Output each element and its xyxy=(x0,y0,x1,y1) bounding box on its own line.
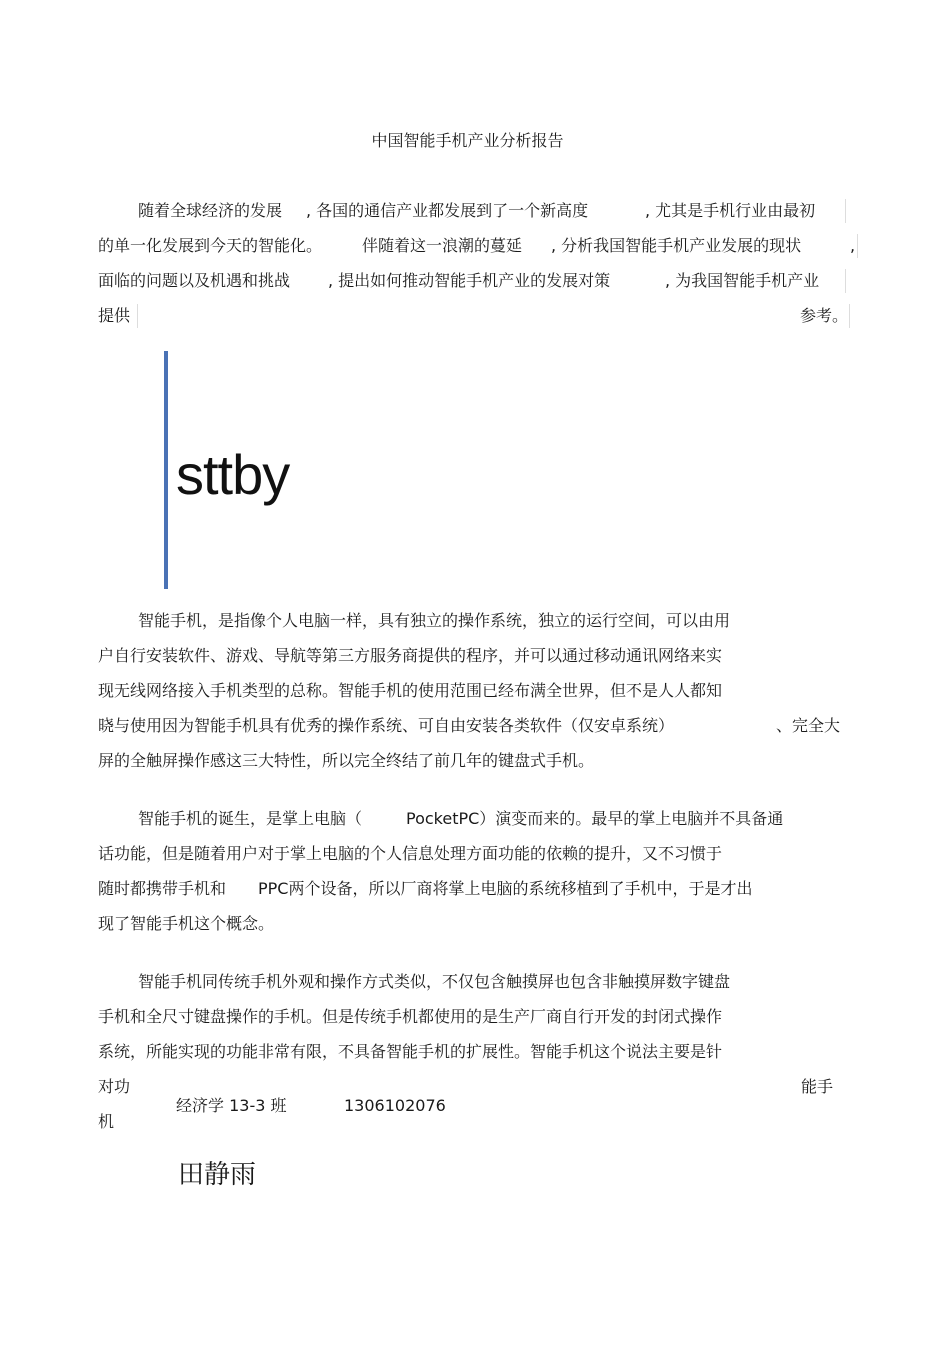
para2-line3-part1: 随时都携带手机和 xyxy=(98,879,227,898)
para1-line4-part1: 晓与使用因为智能手机具有优秀的操作系统、可自由安装各类软件（仅安卓系统） xyxy=(98,716,675,735)
intro-line2-part3: , 分析我国智能手机产业发展的现状 xyxy=(551,236,802,255)
para3-line1: 智能手机同传统手机外观和操作方式类似，不仅包含触摸屏也包含非触摸屏数字键盘 xyxy=(138,972,731,991)
para1-line4-part2: 、完全大 xyxy=(776,716,841,735)
intro-line4-part2: 参考。 xyxy=(800,306,849,325)
intro-line3-part1: 面临的问题以及机遇和挑战 xyxy=(98,271,291,290)
intro-box-edge xyxy=(849,304,850,328)
intro-box-edge xyxy=(857,234,858,258)
para3-line2: 手机和全尺寸键盘操作的手机。但是传统手机都使用的是生产厂商自行开发的封闭式操作 xyxy=(98,1007,723,1026)
intro-line1-part3: , 尤其是手机行业由最初 xyxy=(645,201,816,220)
intro-line2-part4: , xyxy=(850,236,856,255)
para1-line5: 屏的全触屏操作感这三大特性，所以完全终结了前几年的键盘式手机。 xyxy=(98,751,595,770)
intro-line2-part2: 伴随着这一浪潮的蔓延 xyxy=(362,236,523,255)
intro-box-edge xyxy=(137,304,138,328)
para3-line3: 系统，所能实现的功能非常有限，不具备智能手机的扩展性。智能手机这个说法主要是针 xyxy=(98,1042,723,1061)
intro-line4-part1: 提供 xyxy=(98,306,131,325)
para3-line5: 机 xyxy=(98,1112,115,1131)
document-title: 中国智能手机产业分析报告 xyxy=(371,131,564,150)
intro-box-edge xyxy=(845,269,846,293)
logo-text: sttby xyxy=(176,443,290,506)
author-name: 田静雨 xyxy=(178,1160,257,1190)
para2-line1-part2: PocketPC）演变而来的。最早的掌上电脑并不具备通 xyxy=(406,809,784,828)
intro-line3-part3: , 为我国智能手机产业 xyxy=(665,271,820,290)
para2-line1-part1: 智能手机的诞生，是掌上电脑（ xyxy=(138,809,363,828)
para3-line4-part2: 能手 xyxy=(801,1077,834,1096)
para2-line4: 现了智能手机这个概念。 xyxy=(98,914,275,933)
intro-line1-part2: , 各国的通信产业都发展到了一个新高度 xyxy=(306,201,589,220)
intro-line2-part1: 的单一化发展到今天的智能化。 xyxy=(98,236,323,255)
intro-line1-part1: 随着全球经济的发展 xyxy=(138,201,283,220)
para3-line4-part1: 对功 xyxy=(98,1077,131,1096)
para1-line2: 户自行安装软件、游戏、导航等第三方服务商提供的程序，并可以通过移动通讯网络来实 xyxy=(98,646,723,665)
para2-line2: 话功能，但是随着用户对于掌上电脑的个人信息处理方面功能的依赖的提升，又不习惯于 xyxy=(98,844,723,863)
class-name: 经济学 13-3 班 xyxy=(176,1096,287,1115)
intro-line3-part2: , 提出如何推动智能手机产业的发展对策 xyxy=(328,271,611,290)
para2-line3-part2: PPC两个设备，所以厂商将掌上电脑的系统移植到了手机中，于是才出 xyxy=(258,879,753,898)
accent-bar xyxy=(164,351,168,589)
intro-box-edge xyxy=(845,199,846,223)
para1-line1: 智能手机，是指像个人电脑一样，具有独立的操作系统，独立的运行空间，可以由用 xyxy=(138,611,731,630)
para1-line3: 现无线网络接入手机类型的总称。智能手机的使用范围已经布满全世界，但不是人人都知 xyxy=(98,681,723,700)
student-id: 1306102076 xyxy=(344,1096,446,1115)
